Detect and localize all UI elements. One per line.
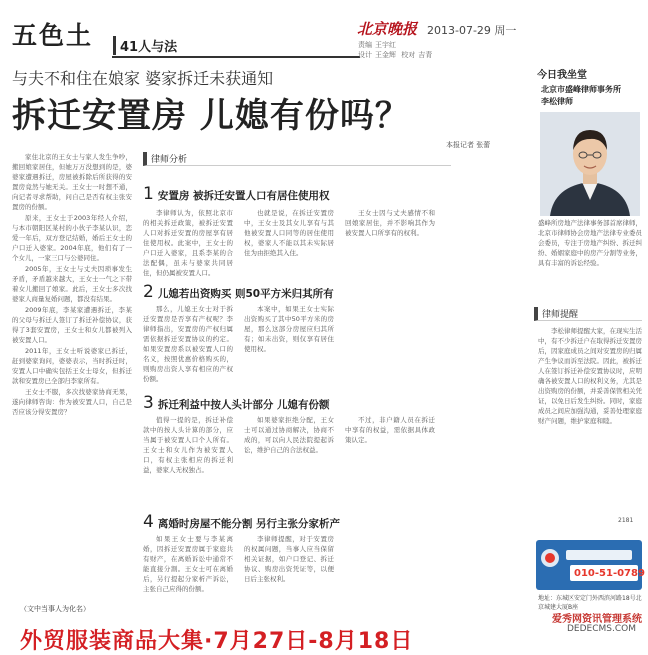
ad-phone: 010-51-0789 — [574, 568, 645, 579]
designer-label: 设计 — [358, 51, 372, 59]
section-heading-1: 1 安置房 被拆迁安置人口有居住使用权 — [143, 184, 330, 204]
lawyer-name: 李松律师 — [541, 97, 573, 106]
watermark-line-1: 爱秀网资讯管理系统 — [552, 614, 642, 625]
legal-analysis-label: 律师分析 — [143, 152, 451, 166]
editor-label: 责编 — [358, 41, 372, 49]
ad-box — [536, 540, 642, 590]
section-1-col-1: 李律师认为，依照北京市的相关拆迁政策，被拆迁安置人口对拆迁安置的房屋享有居住使用权。此案中，王女士的户口迁入婆家，且系李某的合法配偶，虽未与婆家共同居住，但仍属被安置人口。 — [143, 209, 233, 277]
section-1-col-2: 也就是说，在拆迁安置房中，王女士及其女儿享有与其他被安置人口同等的居住使用权，婆家人不能以其未实际居住为由拒绝其入住。 — [244, 209, 334, 257]
newspaper-logo: 北京晚报 — [357, 20, 418, 38]
section-heading-4: 4 离婚时房屋不能分割 另行主张分家析产 — [143, 512, 340, 532]
editor-name: 王宇红 — [375, 41, 396, 49]
ad-address: 地址：东城区安定门外西滨河路18号北京城建大厦B座 — [538, 595, 642, 611]
sidebar-title: 今日我坐堂 — [537, 70, 587, 81]
lawyer-bio: 盛峰所房地产法律事务部首席律师，北京市律师协会房地产法律专业委员会委员，专注于房地产纠纷、拆迁纠纷、婚姻家庭中的房产分割等业务，具有丰富的诉讼经验。 — [538, 219, 642, 267]
designer-name: 王金辉 — [375, 51, 396, 59]
watermark-line-2: DEDECMS.COM — [567, 624, 636, 634]
reminder-code: 2181 — [618, 517, 634, 524]
intro-paragraph: 2009年底，李某家遭遇拆迁，李某的父母与拆迁人签订了拆迁补偿协议，获得了3套安置房，王女士和女儿都被列入被安置人口。 — [12, 306, 132, 344]
section-3-col-1: 值得一提的是，拆迁补偿款中的按人头计算的部分，应当属于被安置人口个人所有。王女士和女儿作为被安置人口，有权主张相应的拆迁利益，婆家人无权独占。 — [143, 416, 233, 474]
reminder-text: 李松律师提醒大家，在现实生活中，有不少拆迁户在取得拆迁安置房后，因家庭成员之间对安置房的归属产生争议而诉至法院。因此，被拆迁人在签订拆迁补偿安置协议时，应明确各被安置人口的权利义务，尤其是出资购房的份额，并妥善保管相关凭证，以免日后发生纠纷。同时，家庭成员之间应加强沟通，妥善处理家庭财产问题，维护家庭和睦。 — [538, 327, 642, 425]
section-2-col-2: 本案中，如果王女士实际出资购买了其中50平方米的房屋，那么这部分房屋应归其所有；如未出资，则仅享有居住使用权。 — [244, 305, 334, 353]
intro-paragraph: 2005年，王女士与丈夫因琐事发生矛盾，矛盾越来越大，王女士一气之下带着女儿搬回了娘家。此后，王女士多次找婆家人商量复婚问题，都没有结果。 — [12, 265, 132, 303]
intro-column — [12, 152, 132, 602]
article-title: 拆迁安置房 儿媳有份吗？ — [12, 96, 410, 136]
article-byline: 本报记者 张蕾 — [446, 141, 491, 149]
intro-paragraph: 家住北京的王女士与家人发生争吵，搬回娘家居住，但她万万没想到的是，婆婆家遭遇拆迁，房屋被拆除后所获得的安置房竟然与她无关。王女士一时想不通，向记者寻求帮助，问自己是否有权主张安置房的份额。 — [12, 153, 132, 211]
names-note: （文中当事人为化名） — [20, 605, 90, 613]
section-3-col-3: 不过，非户籍人员在拆迁中享有的权益，需依据具体政策认定。 — [345, 416, 435, 444]
reminder-label: 律师提醒 — [534, 307, 642, 321]
section-subtitle: 41人与法 — [113, 36, 177, 55]
banner-text: 外贸服装商品大集·7月27日-8月18日 — [20, 629, 414, 654]
intro-paragraph: 原来，王女士于2003年经人介绍，与本市朝阳区某村的小伙子李某认识，恋爱一年后，双方登记结婚，婚后王女士的户口迁入婆家。2004年底，他们有了一个女儿，一家三口与公婆同住。 — [12, 214, 132, 262]
section-4-col-1: 如果王女士要与李某离婚，因拆迁安置房属于家庭共有财产，在离婚诉讼中通常不能直接分割。王女士可在离婚后，另行提起分家析产诉讼，主张自己应得的份额。 — [143, 535, 233, 593]
lawyer-photo — [540, 112, 640, 216]
section-1-col-3: 王女士因与丈夫感情不和回娘家居住，并不影响其作为被安置人口所享有的权利。 — [345, 209, 435, 237]
proofreader-label: 校对 — [401, 51, 416, 59]
section-3-col-2: 如果婆家拒绝分配，王女士可以通过协商解决，协商不成的，可以向人民法院提起诉讼，维护自己的合法权益。 — [244, 416, 334, 454]
lawyer-firm: 北京市盛峰律师事务所 — [541, 85, 621, 94]
article-kicker: 与夫不和住在娘家 婆家拆迁未获通知 — [12, 69, 274, 88]
section-title: 五色土 — [12, 21, 94, 50]
section-4-col-2: 李律师提醒，对于安置房的权属问题，当事人应当保留相关证据，如户口登记、拆迁协议、购房出资凭证等，以便日后主张权利。 — [244, 535, 334, 583]
publication-date: 2013-07-29 周一 — [427, 24, 517, 37]
proofreader-name: 吉青 — [418, 51, 433, 59]
header-rule — [112, 56, 360, 58]
section-heading-3: 3 拆迁利益中按人头计部分 儿媳有份额 — [143, 393, 330, 413]
section-heading-2: 2 儿媳若出资购买 则50平方米归其所有 — [143, 282, 334, 302]
intro-paragraph: 王女士不服，多次找婆家协商无果，遂向律师咨询：作为被安置人口，自己是否应该分得安置房？ — [12, 388, 132, 416]
intro-paragraph: 2011年，王女士听说婆家已拆迁，赶到婆家询问，婆婆表示，当时拆迁时，安置人口中确实包括王女士母女，但拆迁款和安置房已全部归李家所有。 — [12, 347, 132, 385]
section-2-col-1: 那么，儿媳王女士对于拆迁安置房是否享有产权呢？李律师指出，安置房的产权归属需依据拆迁安置协议的约定。如果安置房系以被安置人口的名义，按照优惠价格购买的，则购房出资人享有相应的产权份额。 — [143, 305, 233, 383]
ad-graphic — [536, 540, 642, 590]
editor-credits — [358, 40, 435, 60]
